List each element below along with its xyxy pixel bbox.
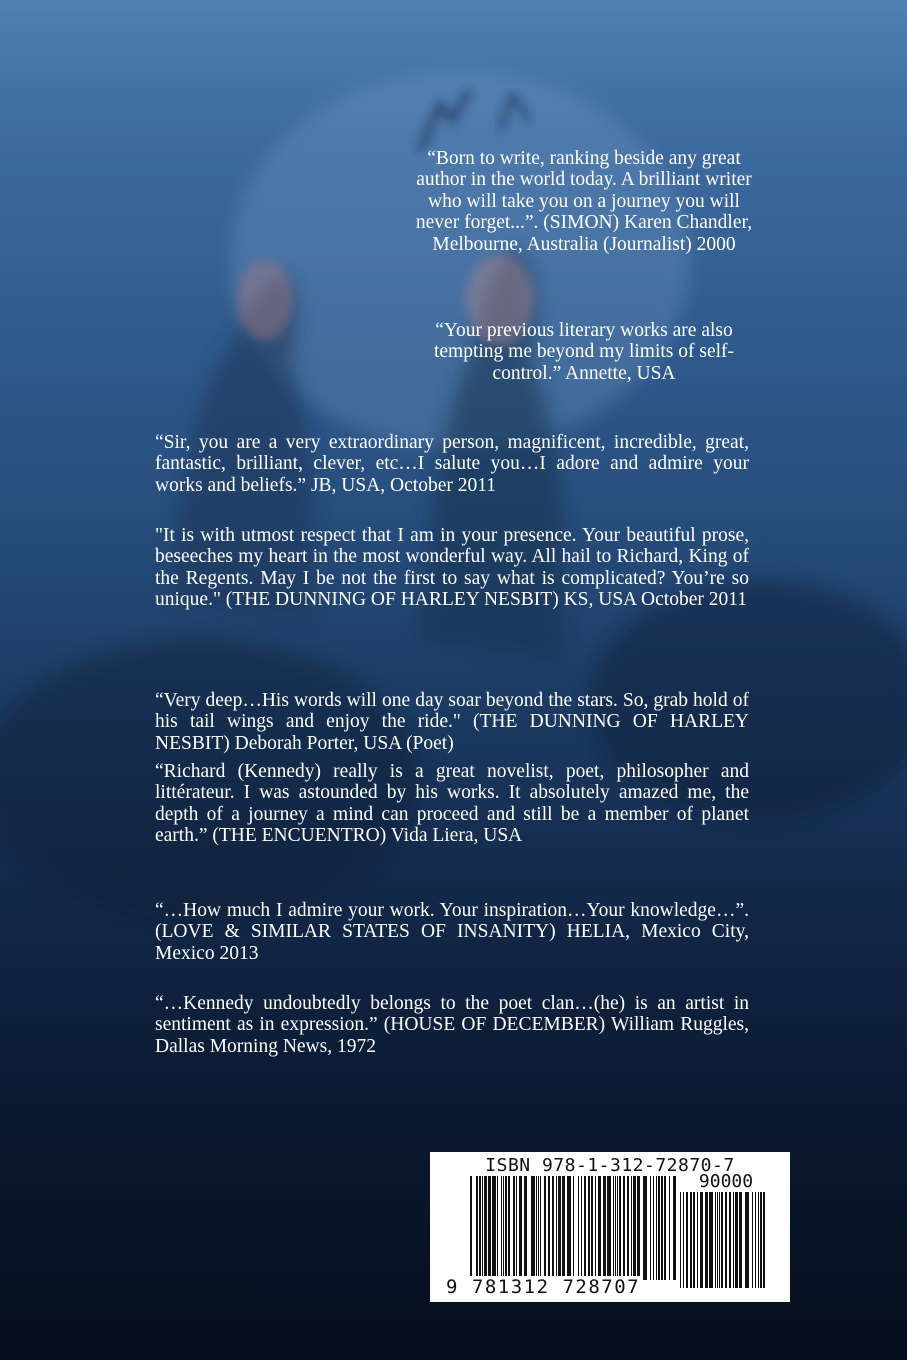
barcode-bar [733, 1192, 734, 1288]
isbn-barcode [430, 1152, 790, 1302]
barcode-bar [693, 1192, 695, 1288]
barcode-bar [664, 1176, 666, 1280]
barcode-bar [505, 1176, 507, 1280]
barcode-bar [619, 1176, 621, 1280]
barcode-bar [631, 1176, 632, 1280]
testimonial-helia: “…How much I admire your work. Your inspiration…Your knowledge…”. (LOVE & SIMILAR STATES OF INSANITY) HELIA, Mexico City, Mexico 2013 [155, 900, 749, 964]
barcode-bar [760, 1192, 762, 1288]
barcode-bar [584, 1176, 586, 1280]
barcode-bar [637, 1176, 640, 1280]
barcode-bar [615, 1176, 616, 1280]
barcode-bar [709, 1192, 713, 1288]
barcode-bar [479, 1176, 481, 1280]
testimonial-karen-chandler: “Born to write, ranking beside any great author in the world today. A brilliant writer who will take you on a journey you will never forget...”. (SIMON) Karen Chandler, Melbourne, Australia (Journalist) 2000 [415, 148, 753, 255]
barcode-bar [516, 1176, 517, 1280]
barcode-bar [653, 1176, 654, 1280]
barcode-bar [552, 1176, 554, 1280]
barcode-bar [556, 1176, 557, 1280]
ean-barcode-bars [470, 1176, 680, 1280]
barcode-bar [739, 1192, 742, 1288]
barcode-bar [735, 1192, 738, 1288]
barcode-bar [669, 1176, 670, 1280]
barcode-bar [745, 1192, 749, 1288]
barcode-bar [683, 1192, 684, 1288]
barcode-bar [617, 1176, 618, 1280]
barcode-bar [524, 1176, 527, 1280]
barcode-bar [488, 1176, 491, 1280]
barcode-bar [643, 1176, 647, 1280]
barcode-bar [656, 1176, 657, 1280]
barcode-bar [729, 1192, 731, 1288]
barcode-bar [763, 1192, 765, 1288]
barcode-bar [476, 1176, 478, 1280]
testimonial-william-ruggles: “…Kennedy undoubtedly belongs to the poet clan…(he) is an artist in sentiment as in expression.” (HOUSE OF DECEMBER) William Ruggles, Dallas Morning News, 1972 [155, 993, 749, 1057]
barcode-bar [598, 1176, 601, 1280]
barcode-bar [613, 1176, 614, 1280]
barcode-bar [752, 1192, 753, 1288]
barcode-bar [531, 1176, 535, 1280]
barcode-bar [717, 1192, 718, 1288]
barcode-bar [538, 1176, 539, 1280]
barcode-bar [540, 1176, 541, 1280]
barcode-bar [623, 1176, 625, 1280]
price-addon-label: 90000 [698, 1171, 754, 1192]
barcode-bar [715, 1192, 716, 1288]
barcode-bar [482, 1176, 483, 1280]
barcode-bar [573, 1176, 574, 1280]
barcode-bar [501, 1176, 502, 1280]
barcode-bar [680, 1192, 681, 1288]
testimonial-ks: "It is with utmost respect that I am in your presence. Your beautiful prose, beseeches my heart in the most wonderful way. All hail to Richard, King of the Regents. May I be not the first to say what is complicated? You’re so unique." (THE DUNNING OF HARLEY NESBIT) KS, USA October 2011 [155, 525, 749, 611]
barcode-bar [690, 1192, 692, 1288]
barcode-bar [755, 1192, 756, 1288]
barcode-bar [758, 1192, 759, 1288]
barcode-bar [497, 1176, 498, 1280]
barcode-bar [719, 1192, 720, 1288]
barcode-bar [470, 1176, 472, 1280]
barcode-bar [567, 1176, 571, 1280]
ean-digits: 9 781312 728707 [446, 1276, 641, 1298]
barcode-bar [484, 1176, 487, 1280]
barcode-bar [591, 1176, 593, 1280]
barcode-bar [536, 1176, 537, 1280]
barcode-bar [581, 1176, 582, 1280]
testimonial-jb: “Sir, you are a very extraordinary person, magnificent, incredible, great, fantastic, brilliant, clever, etc…I salute you…I adore and admire your works and beliefs.” JB, USA, October 2011 [155, 432, 749, 496]
barcode-bar [607, 1176, 611, 1280]
barcode-bar [595, 1176, 596, 1280]
barcode-bar [697, 1192, 698, 1288]
barcode-bar [705, 1192, 708, 1288]
barcode-bar [578, 1176, 579, 1280]
barcode-bar [673, 1176, 676, 1280]
testimonial-annette: “Your previous literary works are also tempting me beyond my limits of self-control.” Annette, USA [433, 320, 735, 384]
barcode-bar [658, 1176, 660, 1280]
barcode-bar [700, 1192, 703, 1288]
barcode-bar [661, 1176, 663, 1280]
testimonial-deborah-porter: “Very deep…His words will one day soar beyond the stars. So, grab hold of his tail wings and enjoy the ride." (THE DUNNING OF HARLEY NESBIT) Deborah Porter, USA (Poet) [155, 690, 749, 754]
barcode-bar [721, 1192, 723, 1288]
barcode-bar [686, 1192, 688, 1288]
barcode-bar [548, 1176, 550, 1280]
barcode-bar [513, 1176, 515, 1280]
barcode-bar [562, 1176, 565, 1280]
barcode-bar [627, 1176, 629, 1280]
barcode-bar [492, 1176, 496, 1280]
barcode-bar [544, 1176, 546, 1280]
barcode-bar [588, 1176, 590, 1280]
barcode-bar [603, 1176, 606, 1280]
barcode-bar [508, 1176, 510, 1280]
barcode-bar [650, 1176, 651, 1280]
price-addon-bars [680, 1192, 768, 1288]
isbn-label: ISBN 978-1-312-72870-7 [485, 1155, 735, 1176]
barcode-bar [519, 1176, 522, 1280]
barcode-bar [558, 1176, 561, 1280]
barcode-bar [725, 1192, 727, 1288]
barcode-bar [503, 1176, 504, 1280]
testimonial-vida-liera: “Richard (Kennedy) really is a great novelist, poet, philosopher and littérateur. I was astounded by his works. It absolutely amazed me, the depth of a journey a mind can proceed and still be a member of planet earth.” (THE ENCUENTRO) Vida Liera, USA [155, 761, 749, 847]
barcode-bar [633, 1176, 636, 1280]
